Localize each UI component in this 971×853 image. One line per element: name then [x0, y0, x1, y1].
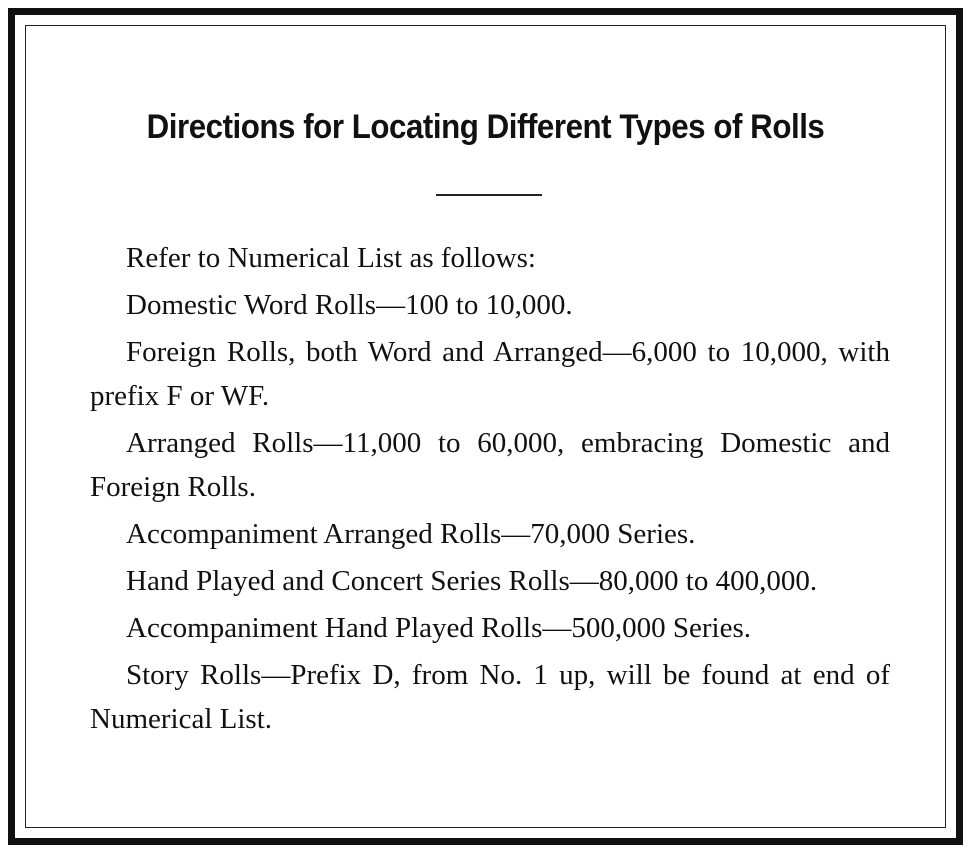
- page-title: Directions for Locating Different Types of Rolls: [146, 108, 825, 146]
- accompaniment-hand-played-rolls-paragraph: Accompaniment Hand Played Rolls—500,000 Series.: [126, 612, 752, 644]
- directions-body: [90, 236, 890, 744]
- title-divider: [436, 194, 542, 196]
- domestic-word-rolls-paragraph: Domestic Word Rolls—100 to 10,000.: [126, 289, 573, 321]
- accompaniment-arranged-rolls-paragraph: Accompaniment Arranged Rolls—70,000 Series.: [126, 518, 696, 550]
- inner-border: [25, 25, 946, 828]
- hand-played-concert-rolls-paragraph: Hand Played and Concert Series Rolls—80,000 to 400,000.: [126, 565, 818, 597]
- arranged-rolls-paragraph: Arranged Rolls—11,000 to 60,000, embracing Domestic and Foreign Rolls.: [90, 427, 890, 503]
- story-rolls-paragraph: Story Rolls—Prefix D, from No. 1 up, will be found at end of Numerical List.: [90, 659, 890, 735]
- intro-paragraph: Refer to Numerical List as follows:: [126, 242, 536, 274]
- outer-border: [8, 8, 963, 845]
- foreign-rolls-paragraph: Foreign Rolls, both Word and Arranged—6,000 to 10,000, with prefix F or WF.: [90, 336, 890, 412]
